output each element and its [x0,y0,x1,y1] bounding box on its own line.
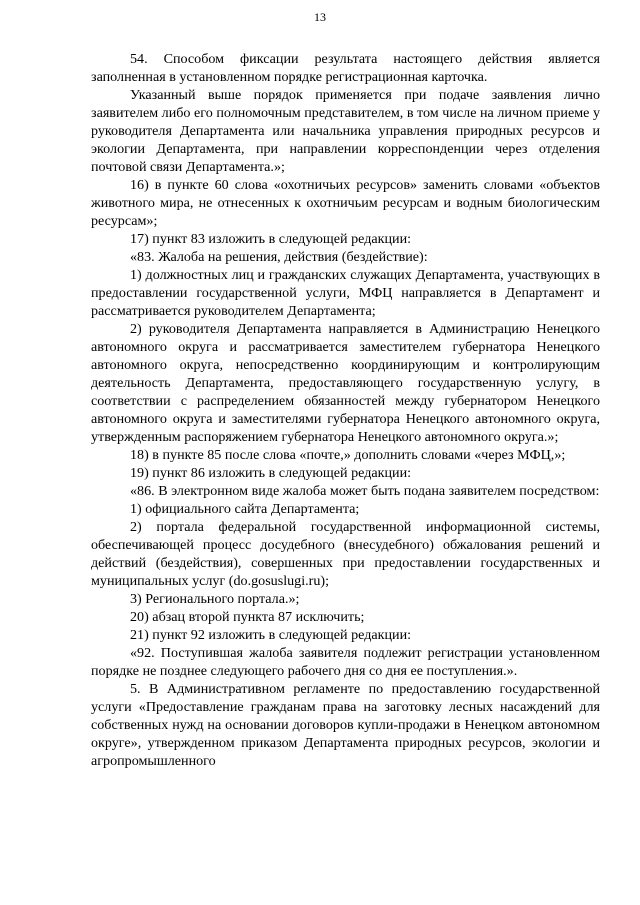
page-number: 13 [314,10,326,24]
paragraph-clause-83: «83. Жалоба на решения, действия (бездействие): [130,249,428,265]
paragraph-item-18: 18) в пункте 85 после слова «почте,» дополнить словами «через МФЦ,»; [130,447,566,463]
paragraph-item-17: 17) пункт 83 изложить в следующей редакции: [130,231,412,247]
paragraph-procedure-note: Указанный выше порядок применяется при подаче заявления лично заявителем либо его полномочным представителем, в том числе на личном приеме у руководителя Департамента или начальника управления природных ресурсов и экологии Департамента, при направлении корреспонденции через отделения почтовой связи Департамента.»; [91,87,600,175]
document-body [91,50,600,770]
paragraph-clause-86-2: 2) портала федеральной государственной информационной системы, обеспечивающей процесс досудебного (внесудебного) обжалования решений и действий (бездействия), совершенных при предоставлении государственных и муниципальных услуг (do.gosuslugi.ru); [91,519,600,589]
paragraph-clause-92: «92. Поступившая жалоба заявителя подлежит регистрации установленном порядке не позднее следующего рабочего дня со дня ее поступления.». [91,645,600,679]
paragraph-item-21: 21) пункт 92 изложить в следующей редакции: [130,627,412,643]
paragraph-clause-86-1: 1) официального сайта Департамента; [130,501,360,517]
paragraph-item-20: 20) абзац второй пункта 87 исключить; [130,609,365,625]
paragraph-clause-83-1: 1) должностных лиц и гражданских служащих Департамента, участвующих в предоставлении государственной услуги, МФЦ направляется в Департамент и рассматривается руководителем Департамента; [91,267,600,319]
paragraph-item-19: 19) пункт 86 изложить в следующей редакции: [130,465,412,481]
paragraph-item-16: 16) в пункте 60 слова «охотничьих ресурсов» заменить словами «объектов животного мира, не отнесенных к охотничьим ресурсам и водным биологическим ресурсам»; [91,177,600,229]
paragraph-clause-86: «86. В электронном виде жалоба может быть подана заявителем посредством: [130,483,600,499]
paragraph-54: 54. Способом фиксации результата настоящего действия является заполненная в установленном порядке регистрационная карточка. [91,51,600,85]
paragraph-section-5: 5. В Административном регламенте по предоставлению государственной услуги «Предоставление гражданам права на заготовку лесных насаждений для собственных нужд на основании договоров купли-продажи в Ненецком автономном округе», утвержденном приказом Департамента природных ресурсов, экологии и агропромышленного [91,681,600,769]
paragraph-clause-86-3: 3) Регионального портала.»; [130,591,300,607]
paragraph-clause-83-2: 2) руководителя Департамента направляется в Администрацию Ненецкого автономного округа и рассматривается заместителем губернатора Ненецкого автономного округа, непосредственно координирующим и контролирующим деятельность Департамента, предоставляющего государственную услугу, в соответствии с распределением обязанностей между губернатором Ненецкого автономного округа и заместителями губернатора Ненецкого автономного округа, утвержденным распоряжением губернатора Ненецкого автономного округа.»; [91,321,600,445]
